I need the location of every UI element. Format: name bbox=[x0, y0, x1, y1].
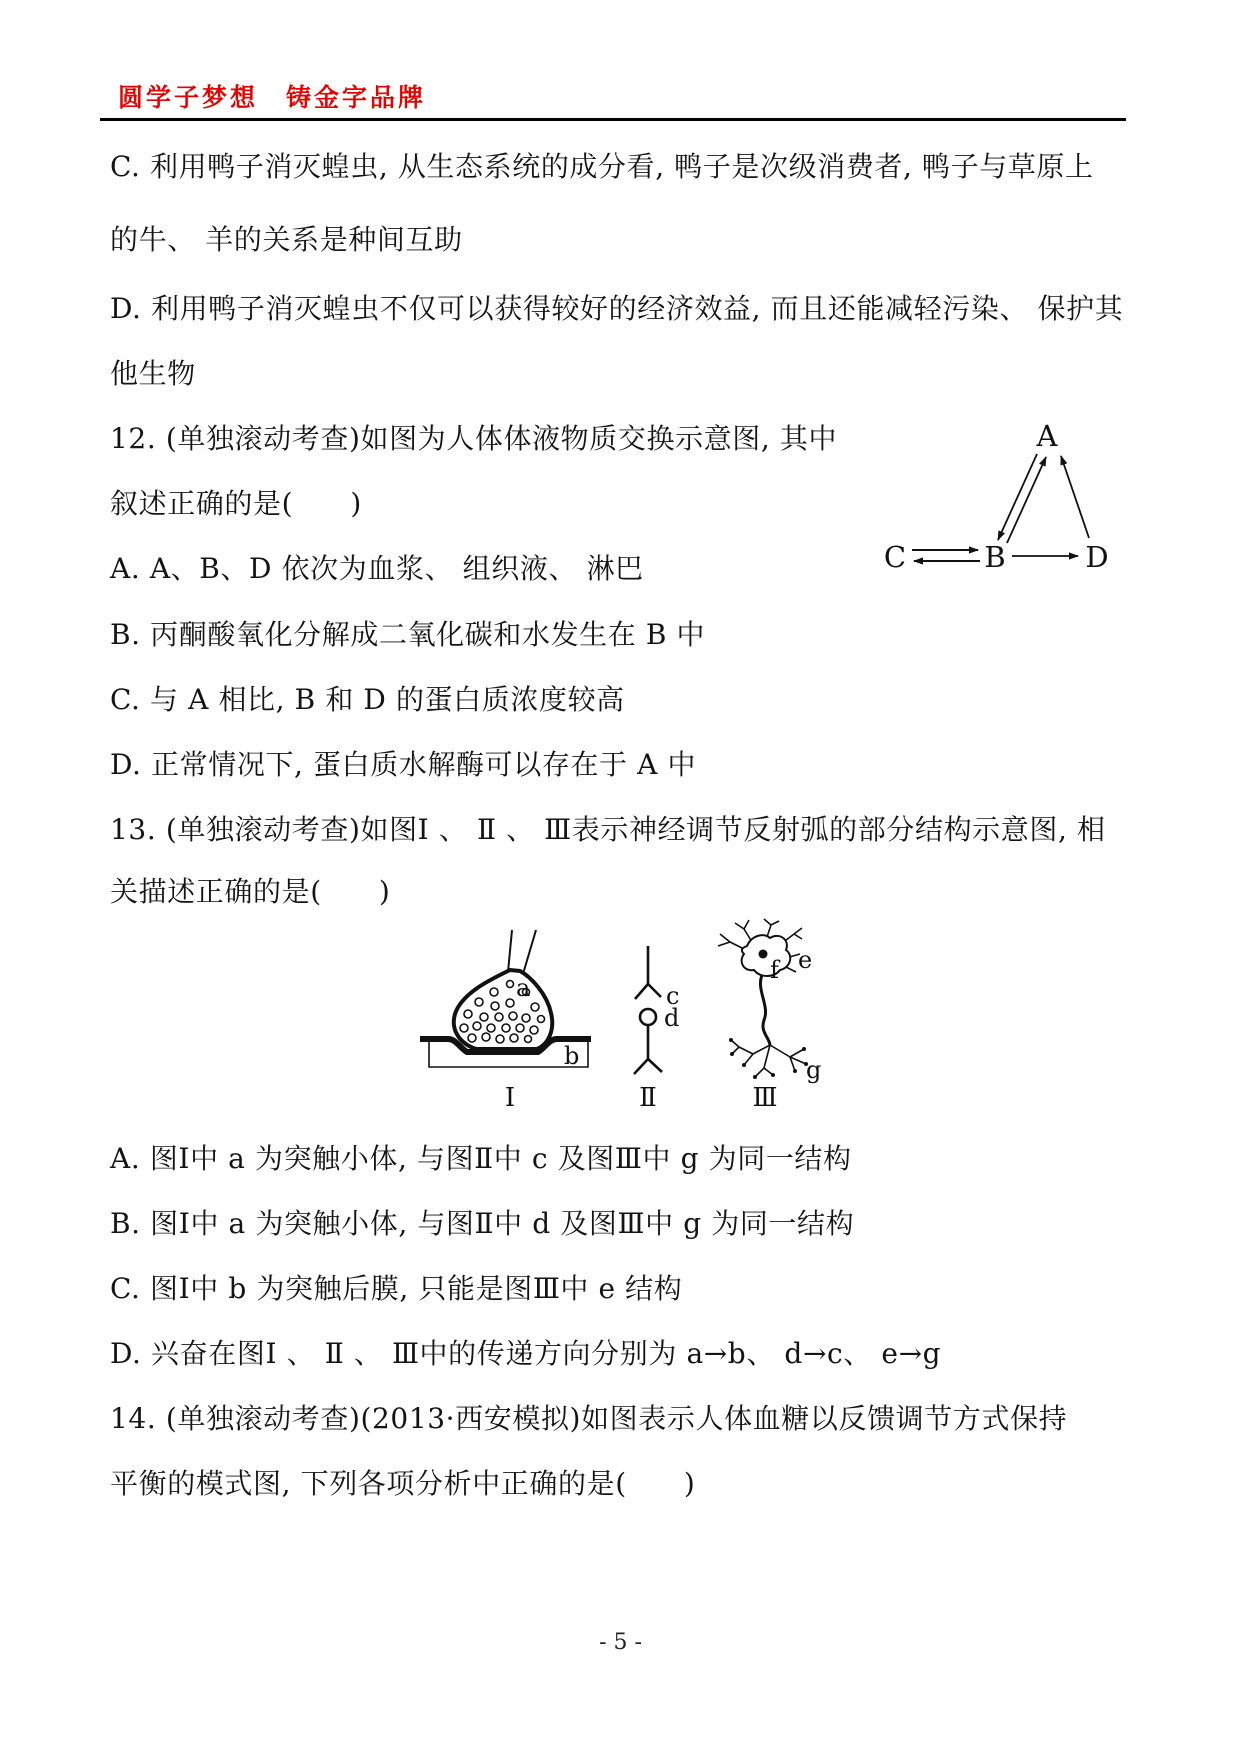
fig2-synapse-schematic bbox=[634, 946, 679, 1113]
fig1-b-label: b bbox=[564, 1042, 580, 1070]
q13-option-d: D. 兴奋在图Ⅰ 、 Ⅱ 、 Ⅲ中的传递方向分别为 a→b、 d→c、 e→g bbox=[110, 1337, 942, 1370]
node-b-label: B bbox=[984, 540, 1006, 574]
fig3-neuron bbox=[718, 919, 821, 1113]
node-c-label: C bbox=[883, 540, 907, 574]
nucleus-dot bbox=[759, 950, 768, 959]
header-divider bbox=[100, 118, 1126, 121]
q13-neuron-diagrams bbox=[398, 918, 923, 1114]
fig2-caption: Ⅱ bbox=[639, 1083, 657, 1113]
q11-option-c-line1: C. 利用鸭子消灭蝗虫, 从生态系统的成分看, 鸭子是次级消费者, 鸭子与草原上 bbox=[110, 150, 1094, 183]
arrow-a-to-b bbox=[998, 454, 1037, 540]
q12-option-a: A. A、B、D 依次为血浆、 组织液、 淋巴 bbox=[110, 552, 644, 585]
brand-slogan: 圆学子梦想 铸金字品牌 bbox=[118, 83, 427, 112]
q12-option-b: B. 丙酮酸氧化分解成二氧化碳和水发生在 B 中 bbox=[110, 618, 706, 651]
q11-option-d-line1: D. 利用鸭子消灭蝗虫不仅可以获得较好的经济效益, 而且还能减轻污染、 保护其 bbox=[110, 292, 1124, 325]
arrow-d-to-a bbox=[1061, 456, 1089, 538]
q13-option-b: B. 图Ⅰ中 a 为突触小体, 与图Ⅱ中 d 及图Ⅲ中 g 为同一结构 bbox=[110, 1207, 855, 1240]
q14-stem-line1: 14. (单独滚动考查)(2013·西安模拟)如图表示人体血糖以反馈调节方式保持 bbox=[110, 1402, 1068, 1435]
fig3-caption: Ⅲ bbox=[752, 1083, 778, 1113]
q13-option-a: A. 图Ⅰ中 a 为突触小体, 与图Ⅱ中 c 及图Ⅲ中 g 为同一结构 bbox=[110, 1142, 852, 1175]
q12-stem-line2: 叙述正确的是( ) bbox=[110, 487, 362, 520]
fig2-c-label: c bbox=[666, 982, 680, 1010]
node-a-label: A bbox=[1036, 419, 1058, 453]
q12-option-d: D. 正常情况下, 蛋白质水解酶可以存在于 A 中 bbox=[110, 748, 697, 781]
q13-stem-line2: 关描述正确的是( ) bbox=[110, 875, 391, 908]
fig3-f-label: f bbox=[770, 956, 779, 984]
fig3-e-label: e bbox=[798, 946, 813, 974]
fig1-synapse-bouton bbox=[420, 930, 591, 1113]
node-d-label: D bbox=[1085, 540, 1109, 574]
q13-option-c: C. 图Ⅰ中 b 为突触后膜, 只能是图Ⅲ中 e 结构 bbox=[110, 1272, 683, 1305]
q13-stem-line1: 13. (单独滚动考查)如图Ⅰ 、 Ⅱ 、 Ⅲ表示神经调节反射弧的部分结构示意图, 相 bbox=[110, 813, 1106, 846]
arrow-b-to-a bbox=[1007, 457, 1046, 543]
q12-fluid-exchange-diagram bbox=[876, 414, 1122, 584]
q14-stem-line2: 平衡的模式图, 下列各项分析中正确的是( ) bbox=[110, 1467, 696, 1500]
fig1-caption: Ⅰ bbox=[504, 1083, 516, 1113]
q12-option-c: C. 与 A 相比, B 和 D 的蛋白质浓度较高 bbox=[110, 683, 625, 716]
q11-option-d-line2: 他生物 bbox=[110, 357, 196, 390]
q12-stem-line1: 12. (单独滚动考查)如图为人体体液物质交换示意图, 其中 bbox=[110, 422, 838, 455]
q11-option-c-line2: 的牛、 羊的关系是种间互助 bbox=[110, 223, 463, 256]
fig1-a-label: a bbox=[516, 974, 531, 1002]
fig3-g-label: g bbox=[806, 1056, 822, 1084]
page-number: - 5 - bbox=[599, 1630, 642, 1655]
fig2-d-label: d bbox=[664, 1004, 680, 1032]
